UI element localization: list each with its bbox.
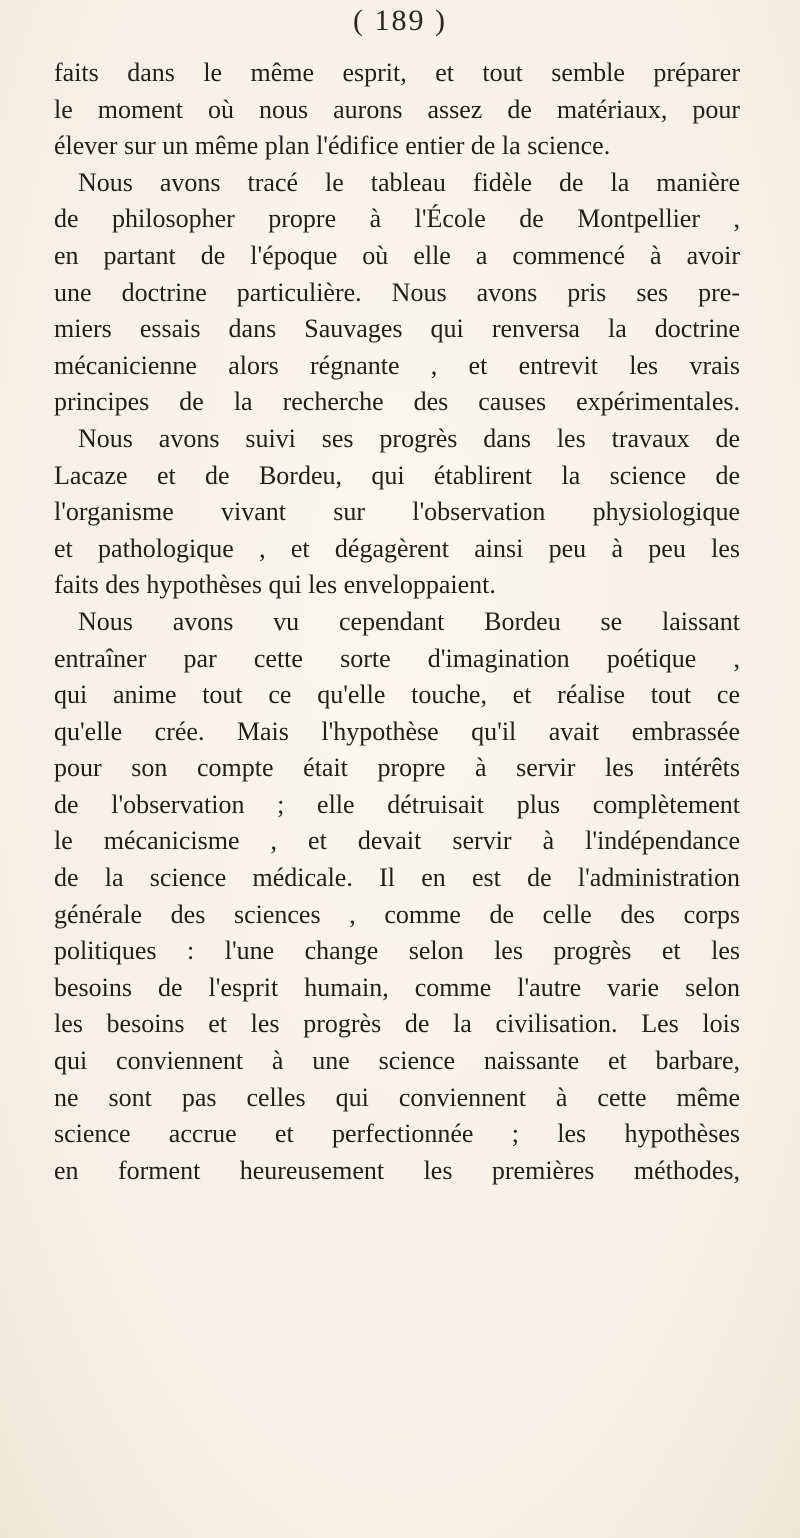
text-line: l'organisme vivant sur l'observation physiologique [54, 497, 740, 527]
text-line: ne sont pas celles qui conviennent à cette même [54, 1082, 740, 1112]
text-line: de l'observation ; elle détruisait plus complètement [54, 789, 740, 819]
text-line: miers essais dans Sauvages qui renversa la doctrine [54, 314, 740, 344]
text-line: entraîner par cette sorte d'imagination poétique , [54, 643, 740, 673]
text-line: faits des hypothèses qui les enveloppaient. [54, 570, 496, 600]
text-line: politiques : l'une change selon les progrès et les [54, 936, 740, 966]
text-line: Nous avons tracé le tableau fidèle de la manière [78, 167, 740, 197]
text-line: de philosopher propre à l'École de Montpellier , [54, 204, 740, 234]
text-line: de la science médicale. Il en est de l'administration [54, 863, 740, 893]
text-line: qu'elle crée. Mais l'hypothèse qu'il avait embrassée [54, 716, 740, 746]
text-line: mécanicienne alors régnante , et entrevit les vrais [54, 350, 740, 380]
text-line: le mécanicisme , et devait servir à l'indépendance [54, 826, 740, 856]
text-line: Lacaze et de Bordeu, qui établirent la science de [54, 460, 740, 490]
text-line: Nous avons vu cependant Bordeu se laissant [78, 606, 740, 636]
text-line: le moment où nous aurons assez de matériaux, pour [54, 94, 740, 124]
text-line: science accrue et perfectionnée ; les hypothèses [54, 1119, 740, 1149]
text-line: Nous avons suivi ses progrès dans les travaux de [78, 423, 740, 453]
text-line: les besoins et les progrès de la civilisation. Les lois [54, 1009, 740, 1039]
text-line: générale des sciences , comme de celle des corps [54, 899, 740, 929]
text-line: principes de la recherche des causes expérimentales. [54, 387, 740, 417]
text-line: en partant de l'époque où elle a commencé à avoir [54, 240, 740, 270]
text-line: et pathologique , et dégagèrent ainsi peu à peu les [54, 533, 740, 563]
text-line: une doctrine particulière. Nous avons pris ses pre- [54, 277, 740, 307]
text-line: en forment heureusement les premières méthodes, [54, 1155, 740, 1185]
page-number: ( 189 ) [353, 4, 447, 37]
text-line: qui conviennent à une science naissante et barbare, [54, 1046, 740, 1076]
text-line: pour son compte était propre à servir les intérêts [54, 753, 740, 783]
text-line: qui anime tout ce qu'elle touche, et réalise tout ce [54, 680, 740, 710]
body-text [54, 55, 740, 1189]
text-line: faits dans le même esprit, et tout semble préparer [54, 58, 740, 87]
text-line: besoins de l'esprit humain, comme l'autre varie selon [54, 972, 740, 1002]
text-line: élever sur un même plan l'édifice entier de la science. [54, 131, 611, 161]
